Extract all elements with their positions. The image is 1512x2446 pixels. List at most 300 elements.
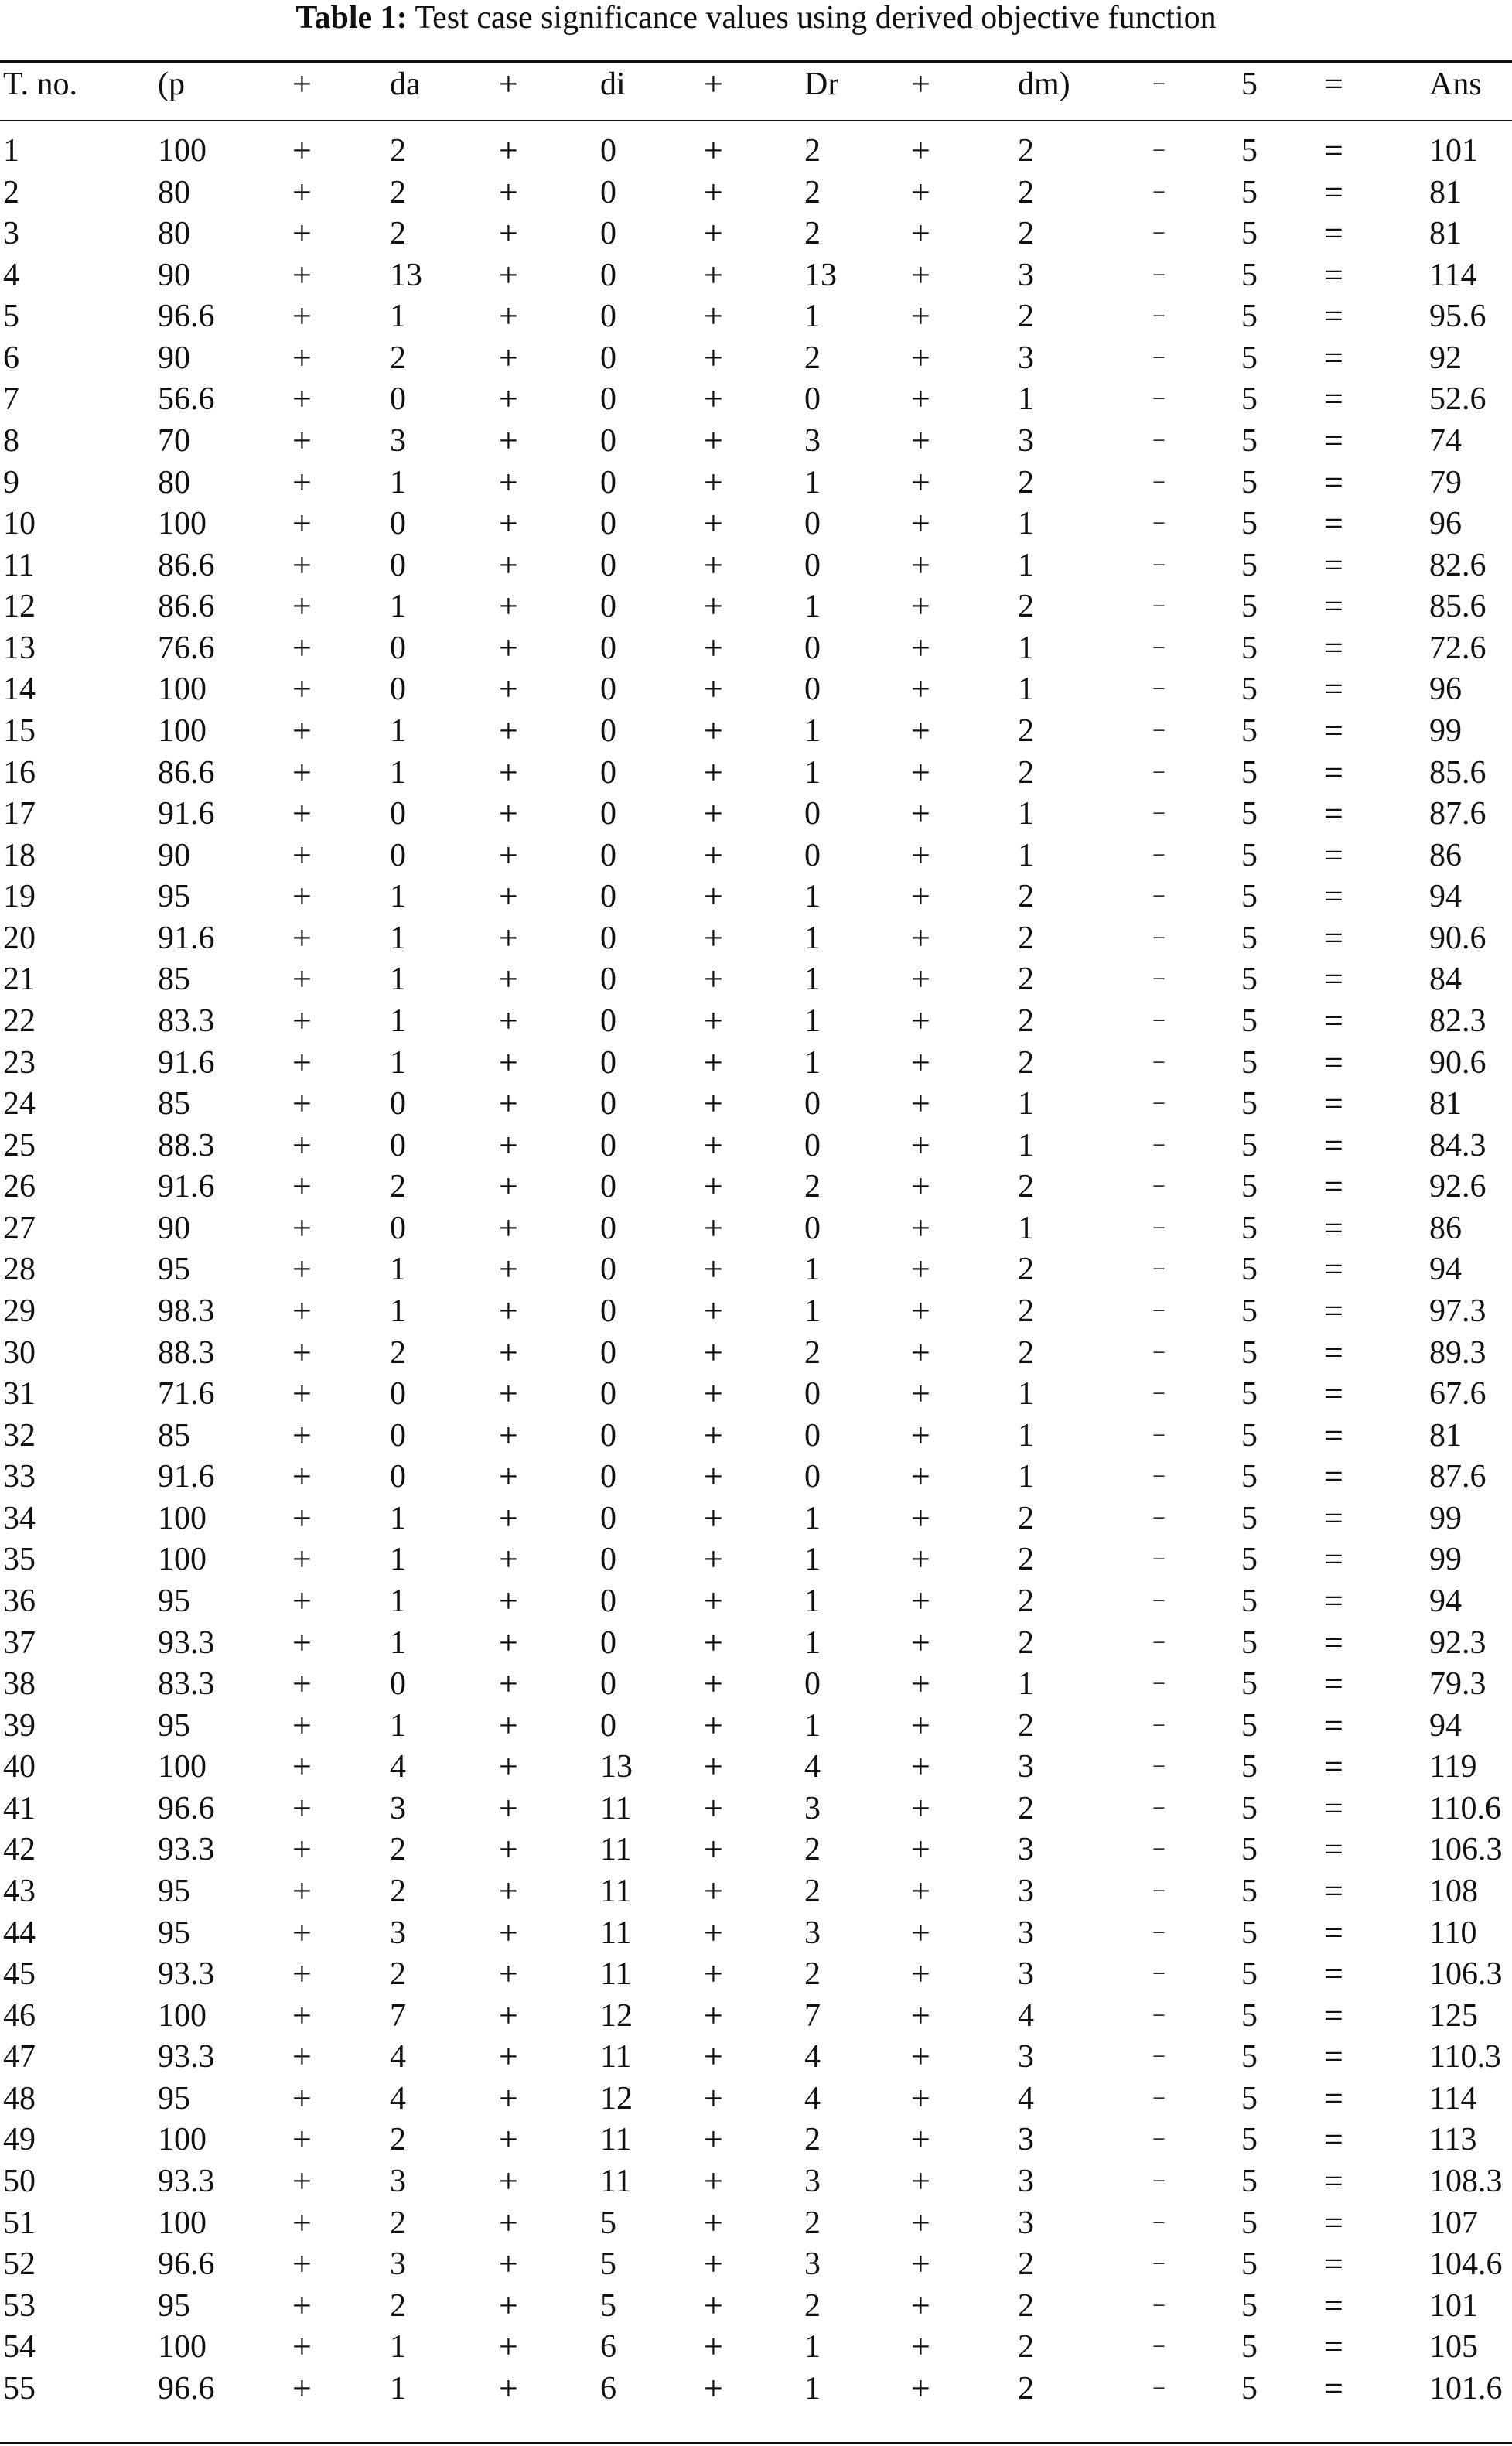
cell-col-dm: 1 <box>1018 1418 1034 1454</box>
cell-op-plus: + <box>704 422 723 459</box>
cell-col-di: 11 <box>600 1791 632 1826</box>
cell-col-tno: 33 <box>3 1459 36 1495</box>
cell-op-plus: + <box>292 2328 312 2366</box>
cell-op-plus: + <box>911 1997 930 2034</box>
cell-op-minus: − <box>1152 428 1166 453</box>
cell-op-plus: + <box>911 1499 930 1537</box>
cell-col-tno: 12 <box>3 589 36 624</box>
cell-op-minus: − <box>1152 1215 1166 1241</box>
cell-op-plus: + <box>499 1665 518 1703</box>
cell-op-plus: + <box>499 670 518 708</box>
cell-op-equals: = <box>1324 919 1343 957</box>
cell-op-plus: + <box>292 2204 312 2242</box>
cell-op-plus: + <box>704 794 723 832</box>
cell-op-plus: + <box>911 1624 930 1662</box>
cell-op-plus: + <box>911 1540 930 1578</box>
cell-op-plus: + <box>292 960 312 998</box>
cell-col-dm: 2 <box>1018 2288 1034 2324</box>
cell-op-plus: + <box>499 173 518 211</box>
cell-col-di: 0 <box>600 1086 616 1122</box>
cell-op-equals: = <box>1324 1830 1343 1868</box>
cell-op-plus: + <box>292 297 312 335</box>
cell-op-equals: = <box>1324 794 1343 832</box>
cell-col-ans: 101 <box>1429 133 1478 169</box>
cell-op-plus: + <box>704 339 723 377</box>
cell-col-const: 5 <box>1241 1376 1258 1412</box>
cell-op-equals: = <box>1324 214 1343 252</box>
cell-col-p: 80 <box>158 216 190 251</box>
cell-col-di: 0 <box>600 1211 616 1246</box>
cell-col-dm: 2 <box>1018 2329 1034 2365</box>
cell-op-plus: + <box>292 2038 312 2075</box>
cell-op-equals: = <box>1324 256 1343 294</box>
cell-op-plus: + <box>292 1747 312 1785</box>
cell-col-tno: 36 <box>3 1583 36 1619</box>
cell-op-plus: + <box>292 2245 312 2283</box>
cell-col-ans: 87.6 <box>1429 1459 1486 1495</box>
cell-op-plus: + <box>292 132 312 169</box>
cell-op-plus: + <box>704 546 723 584</box>
cell-op-plus: + <box>704 753 723 791</box>
cell-op-plus: + <box>499 712 518 750</box>
cell-col-dm: 2 <box>1018 2371 1034 2407</box>
cell-op-plus: + <box>292 1044 312 1081</box>
cell-col-p: 90 <box>158 340 190 376</box>
cell-col-dm: 1 <box>1018 630 1034 666</box>
cell-col-const: 5 <box>1241 381 1258 417</box>
cell-col-p: 86.6 <box>158 755 215 791</box>
table-row <box>0 1125 1512 1167</box>
cell-op-plus: + <box>704 2038 723 2075</box>
cell-col-const: 5 <box>1241 133 1258 169</box>
cell-col-const: 5 <box>1241 879 1258 914</box>
cell-col-p: 100 <box>158 1501 206 1536</box>
cell-col-dr: 2 <box>804 2288 821 2324</box>
cell-col-dm: 2 <box>1018 465 1034 500</box>
cell-op-plus: + <box>911 1789 930 1827</box>
cell-col-dm: 1 <box>1018 1128 1034 1163</box>
cell-col-di: 0 <box>600 879 616 914</box>
cell-col-dr: 1 <box>804 1293 821 1329</box>
cell-col-const: 5 <box>1241 2246 1258 2282</box>
cell-col-p: 76.6 <box>158 630 215 666</box>
cell-col-p: 100 <box>158 1542 206 1577</box>
cell-col-dm: 4 <box>1018 1998 1034 2034</box>
table-row <box>0 337 1512 379</box>
cell-op-minus: − <box>1152 552 1166 578</box>
cell-op-minus: − <box>1152 718 1166 743</box>
cell-op-plus: + <box>292 546 312 584</box>
cell-op-plus: + <box>704 1872 723 1910</box>
cell-col-di: 0 <box>600 1335 616 1371</box>
cell-col-da: 1 <box>390 713 406 749</box>
cell-col-p: 91.6 <box>158 1045 215 1081</box>
header-op-plus: + <box>499 65 518 103</box>
cell-col-di: 0 <box>600 465 616 500</box>
cell-col-tno: 1 <box>3 133 19 169</box>
cell-op-plus: + <box>292 1914 312 1952</box>
cell-op-minus: − <box>1152 1961 1166 1987</box>
cell-col-di: 0 <box>600 423 616 459</box>
cell-col-dm: 2 <box>1018 1583 1034 1619</box>
cell-col-tno: 40 <box>3 1749 36 1785</box>
cell-col-ans: 79.3 <box>1429 1666 1486 1702</box>
cell-op-plus: + <box>704 297 723 335</box>
cell-op-minus: − <box>1152 345 1166 371</box>
cell-col-da: 1 <box>390 465 406 500</box>
cell-col-di: 0 <box>600 671 616 707</box>
cell-col-p: 95 <box>158 1874 190 1909</box>
cell-col-di: 0 <box>600 1666 616 1702</box>
table-row <box>0 1456 1512 1498</box>
table-row <box>0 710 1512 752</box>
cell-col-da: 1 <box>390 921 406 956</box>
cell-col-const: 5 <box>1241 1418 1258 1454</box>
cell-col-p: 93.3 <box>158 2164 215 2199</box>
cell-op-minus: − <box>1152 1546 1166 1572</box>
cell-op-equals: = <box>1324 380 1343 418</box>
table-row <box>0 1622 1512 1664</box>
cell-col-dr: 0 <box>804 1459 821 1495</box>
cell-col-dm: 3 <box>1018 1956 1034 1992</box>
cell-op-plus: + <box>704 1582 723 1620</box>
cell-col-di: 11 <box>600 1915 632 1951</box>
cell-col-ans: 67.6 <box>1429 1376 1486 1412</box>
cell-col-da: 3 <box>390 1791 406 1826</box>
cell-op-plus: + <box>911 214 930 252</box>
cell-op-plus: + <box>704 1167 723 1205</box>
table-row <box>0 2285 1512 2327</box>
cell-op-plus: + <box>704 1416 723 1454</box>
cell-col-da: 3 <box>390 1915 406 1951</box>
cell-col-di: 0 <box>600 175 616 210</box>
cell-col-di: 0 <box>600 506 616 541</box>
cell-op-equals: = <box>1324 1002 1343 1040</box>
cell-col-ans: 94 <box>1429 1252 1462 1287</box>
table-row <box>0 1498 1512 1539</box>
cell-col-di: 0 <box>600 1045 616 1081</box>
cell-col-dr: 1 <box>804 299 821 334</box>
cell-op-equals: = <box>1324 1955 1343 1993</box>
table-row <box>0 1000 1512 1042</box>
cell-col-const: 5 <box>1241 2329 1258 2365</box>
cell-col-tno: 32 <box>3 1418 36 1454</box>
cell-op-plus: + <box>292 1292 312 1330</box>
cell-col-ans: 84.3 <box>1429 1128 1486 1163</box>
cell-op-plus: + <box>499 1914 518 1952</box>
cell-op-plus: + <box>499 1167 518 1205</box>
cell-op-plus: + <box>704 256 723 294</box>
cell-col-ans: 110 <box>1429 1915 1477 1951</box>
cell-col-da: 0 <box>390 1128 406 1163</box>
cell-op-plus: + <box>292 1499 312 1537</box>
cell-op-equals: = <box>1324 1292 1343 1330</box>
cell-op-plus: + <box>911 919 930 957</box>
cell-op-minus: − <box>1152 138 1166 163</box>
cell-op-plus: + <box>911 1706 930 1744</box>
cell-op-minus: − <box>1152 1920 1166 1946</box>
cell-op-plus: + <box>704 2120 723 2158</box>
cell-col-di: 0 <box>600 1708 616 1744</box>
cell-op-plus: + <box>704 1334 723 1372</box>
cell-col-const: 5 <box>1241 216 1258 251</box>
cell-col-dr: 2 <box>804 175 821 210</box>
cell-op-plus: + <box>911 463 930 501</box>
cell-op-plus: + <box>704 1830 723 1868</box>
cell-op-plus: + <box>911 1250 930 1288</box>
cell-col-di: 0 <box>600 381 616 417</box>
table-row <box>0 462 1512 504</box>
cell-col-p: 86.6 <box>158 548 215 583</box>
cell-col-const: 5 <box>1241 2081 1258 2116</box>
cell-op-plus: + <box>704 670 723 708</box>
cell-col-tno: 34 <box>3 1501 36 1536</box>
cell-col-ans: 108.3 <box>1429 2164 1503 2199</box>
cell-op-minus: − <box>1152 2003 1166 2028</box>
cell-col-tno: 37 <box>3 1625 36 1661</box>
cell-col-dr: 4 <box>804 2081 821 2116</box>
cell-col-p: 71.6 <box>158 1376 215 1412</box>
table-row <box>0 1663 1512 1705</box>
cell-op-plus: + <box>499 256 518 294</box>
cell-col-ans: 82.3 <box>1429 1003 1486 1039</box>
cell-op-plus: + <box>292 753 312 791</box>
cell-op-plus: + <box>911 1955 930 1993</box>
cell-op-plus: + <box>704 504 723 542</box>
cell-op-minus: − <box>1152 220 1166 246</box>
cell-op-minus: − <box>1152 1340 1166 1365</box>
cell-col-di: 11 <box>600 2122 632 2157</box>
cell-col-const: 5 <box>1241 506 1258 541</box>
cell-op-plus: + <box>292 173 312 211</box>
cell-op-plus: + <box>499 1085 518 1122</box>
cell-op-plus: + <box>911 1167 930 1205</box>
cell-col-tno: 49 <box>3 2122 36 2157</box>
cell-col-const: 5 <box>1241 796 1258 832</box>
cell-col-p: 96.6 <box>158 299 215 334</box>
table-row <box>0 1166 1512 1208</box>
cell-op-plus: + <box>499 1499 518 1537</box>
cell-col-tno: 42 <box>3 1832 36 1867</box>
cell-col-dm: 2 <box>1018 1003 1034 1039</box>
cell-col-ans: 119 <box>1429 1749 1477 1785</box>
cell-col-tno: 18 <box>3 838 36 873</box>
cell-op-plus: + <box>911 380 930 418</box>
cell-col-p: 93.3 <box>158 2039 215 2075</box>
cell-col-tno: 35 <box>3 1542 36 1577</box>
cell-col-da: 1 <box>390 1045 406 1081</box>
cell-op-plus: + <box>499 1044 518 1081</box>
cell-op-plus: + <box>704 2079 723 2117</box>
cell-op-plus: + <box>292 2162 312 2200</box>
cell-col-dm: 1 <box>1018 838 1034 873</box>
cell-col-p: 95 <box>158 2081 190 2116</box>
cell-col-p: 93.3 <box>158 1625 215 1661</box>
cell-op-minus: − <box>1152 2168 1166 2194</box>
cell-col-p: 96.6 <box>158 1791 215 1826</box>
cell-col-tno: 11 <box>3 548 35 583</box>
cell-op-minus: − <box>1152 842 1166 868</box>
cell-op-plus: + <box>292 463 312 501</box>
cell-col-ans: 96 <box>1429 506 1462 541</box>
cell-col-da: 2 <box>390 1874 406 1909</box>
cell-op-plus: + <box>292 1706 312 1744</box>
cell-col-dr: 0 <box>804 381 821 417</box>
table-row <box>0 2161 1512 2202</box>
cell-col-da: 1 <box>390 2329 406 2365</box>
cell-col-const: 5 <box>1241 1915 1258 1951</box>
cell-op-minus: − <box>1152 2376 1166 2401</box>
cell-col-tno: 14 <box>3 671 36 707</box>
cell-op-minus: − <box>1152 1091 1166 1116</box>
cell-op-plus: + <box>292 1665 312 1703</box>
cell-col-da: 1 <box>390 1293 406 1329</box>
header-op-plus: + <box>292 65 312 103</box>
cell-col-const: 5 <box>1241 1749 1258 1785</box>
cell-col-da: 1 <box>390 1708 406 1744</box>
cell-col-dm: 1 <box>1018 1459 1034 1495</box>
cell-op-plus: + <box>704 2245 723 2283</box>
cell-col-dm: 1 <box>1018 1211 1034 1246</box>
cell-col-tno: 22 <box>3 1003 36 1039</box>
cell-col-const: 5 <box>1241 589 1258 624</box>
cell-op-plus: + <box>704 1457 723 1495</box>
cell-col-dr: 1 <box>804 1625 821 1661</box>
cell-op-minus: − <box>1152 676 1166 702</box>
cell-op-equals: = <box>1324 1416 1343 1454</box>
cell-op-plus: + <box>911 2369 930 2407</box>
caption-text: Test case significance values using derived objective function <box>415 0 1217 36</box>
cell-col-di: 0 <box>600 1542 616 1577</box>
cell-op-equals: = <box>1324 1747 1343 1785</box>
cell-col-dm: 3 <box>1018 1915 1034 1951</box>
cell-op-plus: + <box>911 1002 930 1040</box>
cell-col-p: 91.6 <box>158 921 215 956</box>
cell-op-plus: + <box>292 670 312 708</box>
cell-col-p: 100 <box>158 713 206 749</box>
header-op-plus: + <box>704 65 723 103</box>
cell-col-da: 3 <box>390 423 406 459</box>
cell-op-plus: + <box>292 1126 312 1164</box>
cell-op-plus: + <box>911 753 930 791</box>
cell-op-minus: − <box>1152 2210 1166 2236</box>
cell-op-plus: + <box>499 463 518 501</box>
cell-op-plus: + <box>499 214 518 252</box>
cell-col-tno: 45 <box>3 1956 36 1992</box>
cell-col-dr: 1 <box>804 2329 821 2365</box>
cell-col-const: 5 <box>1241 258 1258 293</box>
table-row <box>0 917 1512 959</box>
cell-op-plus: + <box>911 794 930 832</box>
cell-op-equals: = <box>1324 2079 1343 2117</box>
cell-col-dm: 2 <box>1018 299 1034 334</box>
cell-op-plus: + <box>911 2204 930 2242</box>
cell-op-plus: + <box>292 339 312 377</box>
cell-col-dr: 0 <box>804 548 821 583</box>
cell-op-plus: + <box>704 1540 723 1578</box>
cell-col-di: 0 <box>600 1293 616 1329</box>
cell-op-plus: + <box>704 960 723 998</box>
cell-col-p: 88.3 <box>158 1128 215 1163</box>
cell-op-plus: + <box>499 1789 518 1827</box>
cell-col-p: 83.3 <box>158 1666 215 1702</box>
cell-op-plus: + <box>499 1955 518 1993</box>
cell-op-plus: + <box>911 1665 930 1703</box>
cell-op-equals: = <box>1324 504 1343 542</box>
cell-col-p: 100 <box>158 1998 206 2034</box>
cell-col-tno: 47 <box>3 2039 36 2075</box>
cell-col-ans: 52.6 <box>1429 381 1486 417</box>
cell-col-dr: 0 <box>804 1418 821 1454</box>
cell-col-tno: 44 <box>3 1915 36 1951</box>
cell-op-plus: + <box>499 2328 518 2366</box>
cell-op-plus: + <box>911 1292 930 1330</box>
cell-col-dm: 1 <box>1018 796 1034 832</box>
cell-col-di: 0 <box>600 589 616 624</box>
cell-col-di: 0 <box>600 1459 616 1495</box>
cell-col-tno: 29 <box>3 1293 36 1329</box>
cell-op-plus: + <box>911 504 930 542</box>
cell-col-ans: 81 <box>1429 1418 1462 1454</box>
cell-col-da: 2 <box>390 2288 406 2324</box>
cell-op-equals: = <box>1324 1582 1343 1620</box>
cell-col-tno: 21 <box>3 962 36 997</box>
cell-col-p: 70 <box>158 423 190 459</box>
table-row <box>0 1788 1512 1829</box>
cell-col-dm: 3 <box>1018 1749 1034 1785</box>
cell-col-da: 2 <box>390 175 406 210</box>
cell-op-plus: + <box>911 1872 930 1910</box>
cell-op-plus: + <box>704 1914 723 1952</box>
cell-col-const: 5 <box>1241 548 1258 583</box>
cell-col-tno: 54 <box>3 2329 36 2365</box>
cell-col-dm: 2 <box>1018 962 1034 997</box>
cell-op-plus: + <box>911 256 930 294</box>
cell-op-equals: = <box>1324 1044 1343 1081</box>
cell-col-dr: 0 <box>804 796 821 832</box>
cell-col-da: 1 <box>390 1252 406 1287</box>
cell-op-plus: + <box>499 1997 518 2034</box>
cell-col-p: 85 <box>158 1418 190 1454</box>
table-row <box>0 586 1512 627</box>
cell-col-dr: 2 <box>804 1874 821 1909</box>
cell-col-da: 1 <box>390 1542 406 1577</box>
cell-op-equals: = <box>1324 132 1343 169</box>
cell-col-p: 95 <box>158 2288 190 2324</box>
cell-op-minus: − <box>1152 2293 1166 2318</box>
cell-col-ans: 85.6 <box>1429 755 1486 791</box>
cell-col-da: 0 <box>390 381 406 417</box>
cell-col-dm: 2 <box>1018 133 1034 169</box>
cell-col-ans: 107 <box>1429 2205 1478 2241</box>
cell-col-di: 0 <box>600 1128 616 1163</box>
cell-col-dr: 2 <box>804 1335 821 1371</box>
cell-col-dm: 1 <box>1018 671 1034 707</box>
cell-op-equals: = <box>1324 297 1343 335</box>
cell-op-minus: − <box>1152 1505 1166 1531</box>
cell-op-plus: + <box>911 1375 930 1413</box>
cell-op-plus: + <box>292 2079 312 2117</box>
cell-op-equals: = <box>1324 1872 1343 1910</box>
cell-op-plus: + <box>499 1334 518 1372</box>
cell-col-const: 5 <box>1241 2122 1258 2157</box>
cell-col-dr: 3 <box>804 423 821 459</box>
cell-op-minus: − <box>1152 1173 1166 1199</box>
cell-col-tno: 51 <box>3 2205 36 2241</box>
cell-col-da: 1 <box>390 299 406 334</box>
cell-op-plus: + <box>292 1955 312 1993</box>
cell-col-ans: 96 <box>1429 671 1462 707</box>
